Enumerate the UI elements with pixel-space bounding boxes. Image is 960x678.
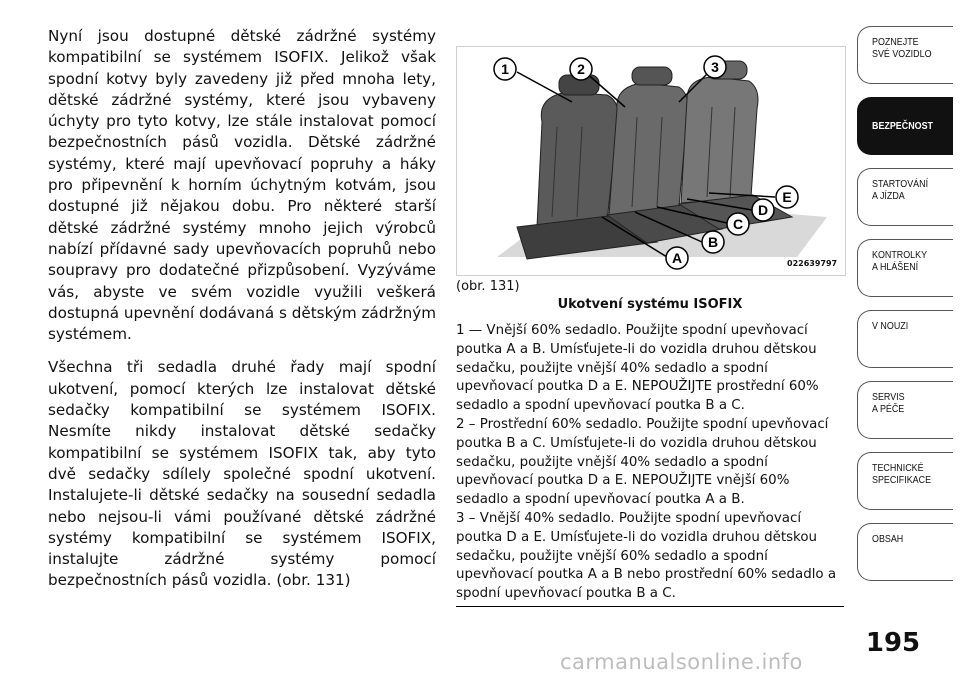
callout-a-label: A xyxy=(671,250,683,266)
instruction-item-1: 1 — Vnější 60% sedadlo. Použijte spodní upevňovací poutka A a B. Umísťujete-li do vozidla druhou dětskou sedačku, použijte vnější 40% sedadlo a spodní upevňovací poutka D a E. NEPOUŽIJTE prostřední 60% sedadlo a spodní upevňovací poutka B a C. xyxy=(456,323,819,414)
tab-poznejte[interactable] xyxy=(857,26,953,84)
instruction-item-3: 3 – Vnější 40% sedadlo. Použijte spodní upevňovací poutka D a E. Umísťujete-li do vozidla druhou dětskou sedačku, použijte vnější 60% sedadlo a spodní upevňovací poutka A a B nebo prostřední 60% sedadlo a spodní upevňovací poutka B a C. xyxy=(456,510,837,602)
callout-1-label: 1 xyxy=(501,61,509,77)
callout-2-label: 2 xyxy=(577,61,585,77)
tab-label: TECHNICKÉ SPECIFIKACE xyxy=(872,462,932,486)
callout-c-label: C xyxy=(732,216,744,232)
tab-label: SERVIS A PÉČE xyxy=(872,391,905,415)
figure-number: (obr. 131) xyxy=(456,279,520,294)
tab-label: STARTOVÁNÍ A JÍZDA xyxy=(872,178,929,202)
figure-title: Ukotvení systému ISOFIX xyxy=(557,297,743,312)
section-divider xyxy=(456,606,844,607)
tab-label: V NOUZI xyxy=(872,320,909,332)
chapter-tabs xyxy=(857,26,953,594)
tab-technicke[interactable] xyxy=(857,452,953,510)
tab-bezpecnost[interactable] xyxy=(857,97,953,155)
page-number: 195 xyxy=(865,628,921,658)
tab-kontrolky[interactable] xyxy=(857,239,953,297)
watermark: carmanualsonline.info xyxy=(560,650,803,674)
seat-instructions xyxy=(456,322,844,604)
tab-label: BEZPEČNOST xyxy=(872,120,934,132)
callout-3-label: 3 xyxy=(711,59,719,75)
figure-code: 022639797 xyxy=(787,259,838,268)
seat-illustration xyxy=(457,47,845,275)
tab-label: POZNEJTE SVÉ VOZIDLO xyxy=(872,36,932,60)
tab-v-nouzi[interactable] xyxy=(857,310,953,368)
tab-obsah[interactable] xyxy=(857,523,953,581)
tab-startovani[interactable] xyxy=(857,168,953,226)
callout-b-label: B xyxy=(707,234,719,250)
paragraph-intro: Nyní jsou dostupné dětské zádržné systémy kompatibilní se systémem ISOFIX. Jelikož však spodní kotvy byly zavedeny již před mnoha lety, dětské zádržné systémy, které jsou vybaveny úchyty pro tyto kotvy, lze stále instalovat pomocí bezpečnostních pásů vozidla. Dětské zádržné systémy, které mají upevňovací popruhy a háky pro připevnění k horním úchytným kotvám, jsou dostupné již nějakou dobu. Pro některé starší dětské zádržné systémy mnoho jejich výrobců nabízí přídavné sady upevňovacích popruhů nebo soupravy pro dodatečné přizpůsobení. Vyzýváme vás, abyste ve svém vozidle využili veškerá dostupná upevnění dodávaná s dětským zádržným systémem. xyxy=(48,27,437,344)
body-text-column xyxy=(48,26,436,604)
paragraph-second-row: Všechna tři sedadla druhé řady mají spodní ukotvení, pomocí kterých lze instalovat dětské sedačky kompatibilní se systémem ISOFIX. Nesmíte nikdy instalovat dětské sedačky kompatibilní se systémem ISOFIX tak, aby tyto dvě sedačky sdílely společné spodní ukotvení. Instalujete-li dětské sedačky na sousední sedadla nebo nejsou-li vámi používané dětské zádržné systémy kompatibilní se systémem ISOFIX, instalujte zádržné systémy pomocí bezpečnostních pásů vozidla. (obr. 131) xyxy=(48,358,436,590)
tab-label: OBSAH xyxy=(872,533,904,545)
tab-label: KONTROLKY A HLÁŠENÍ xyxy=(872,249,928,273)
tab-servis[interactable] xyxy=(857,381,953,439)
callout-e-label: E xyxy=(782,189,792,205)
instruction-item-2: 2 – Prostřední 60% sedadlo. Použijte spodní upevňovací poutka B a C. Umísťujete-li do vozidla druhou dětskou sedačku, použijte vnější 40% sedadlo a spodní upevňovací poutka D a E. NEPOUŽIJTE vnější 60% sedadlo a spodní upevňovací poutka A a B. xyxy=(456,416,829,508)
callout-d-label: D xyxy=(757,202,769,218)
isofix-figure xyxy=(456,46,846,276)
